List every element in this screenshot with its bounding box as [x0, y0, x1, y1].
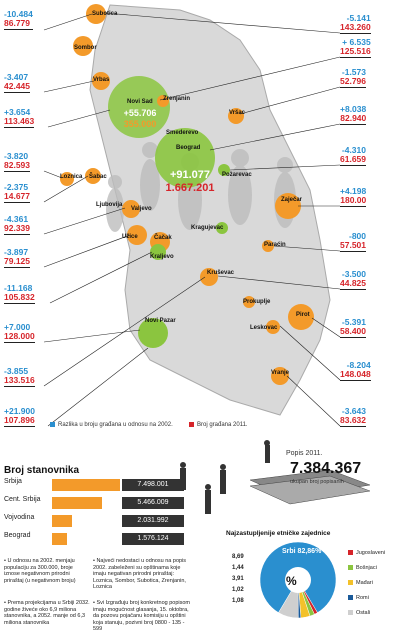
city-label: Čačak [154, 235, 172, 241]
note-4: • Svi Izgrađuju broj konkretnog popisom imaju mogućnost glasanja, 15. oktobra, da pozovu pojačanu komisiju u opštini koja stanuju, pozivni broj 0800 - 135 - 599 [93, 600, 191, 632]
diff-value: +21.900 [4, 406, 35, 416]
total-value: 57.501 [340, 240, 366, 250]
city-label: Prokuplje [243, 299, 271, 305]
city-label: Novi Sad [127, 99, 153, 105]
total-value: 61.659 [340, 154, 366, 164]
total-value: 82.940 [340, 113, 367, 123]
diff-value: -8.204 [346, 360, 371, 370]
pie-legend-item: Romi [348, 591, 385, 606]
diff-value: -5.141 [346, 13, 371, 23]
city-label: Zaječar [281, 197, 303, 203]
diff-value: -10.484 [4, 9, 33, 19]
census-sub: ukupan broj popisanih [290, 479, 344, 485]
pie-value: 8,69 [232, 554, 244, 560]
city-label: Valjevo [131, 206, 152, 212]
diff-value: -4.361 [4, 214, 29, 224]
city-label: Sombor [74, 45, 97, 51]
row-name: Beograd [4, 532, 31, 539]
pie-value: 1,08 [232, 598, 244, 604]
note-2: • Najveći nedostaci u odnosu na popis 2002. zabeleženi su opštinama koje imaju negativan prirodni priraštaj: Loznica, Sombor, Subotica, Zrenjanin, Loznica [93, 558, 187, 590]
city-label: Smederevo [166, 130, 199, 136]
diff-value: -2.375 [4, 182, 29, 192]
diff-value: +3.654 [4, 107, 31, 117]
total-value: 58.400 [340, 326, 366, 336]
city-label: Beograd [176, 145, 201, 151]
legend-count: Broj građana 2011. [189, 422, 248, 428]
pie-left-values [232, 552, 244, 607]
pie-value: 1,02 [232, 587, 244, 593]
city-label: Pirot [296, 312, 310, 318]
city-label: Požarevac [222, 172, 252, 178]
total-value: 107.896 [4, 415, 35, 425]
diff-value: -4.310 [341, 145, 366, 155]
total-value: 128.000 [4, 331, 35, 341]
row-bar [52, 497, 102, 509]
diff-value: +4.198 [340, 186, 367, 196]
row-name: Cent. Srbija [4, 496, 41, 503]
population-row [2, 514, 202, 528]
population-row [2, 532, 202, 546]
legend-diff: Razlika u broju građana u odnosu na 2002. [50, 422, 173, 428]
pie-value: 1,44 [232, 565, 244, 571]
total-value: 143.260 [340, 22, 371, 32]
pie-legend-item: Jugoslaveni [348, 546, 385, 561]
total-value: 82.593 [4, 160, 30, 170]
population-title: Broj stanovnika [4, 465, 80, 476]
row-value: 1.576.124 [122, 533, 184, 545]
city-label: Vrbas [93, 77, 110, 83]
total-value: 148.048 [340, 369, 371, 379]
row-bar [52, 515, 72, 527]
population-table [2, 478, 182, 550]
city-label: Subotica [92, 11, 118, 17]
total-value: 105.832 [4, 292, 35, 302]
census-value: 7.384.367 [290, 460, 362, 477]
total-value: 113.463 [4, 116, 35, 126]
row-value: 7.498.001 [122, 479, 184, 491]
pie-legend-item: Mađari [348, 576, 385, 591]
total-value: 125.516 [340, 46, 371, 56]
diff-value: +7.000 [4, 322, 31, 332]
row-name: Vojvodina [4, 514, 35, 521]
total-value: 79.125 [4, 256, 30, 266]
note-3: • Prema projekcijama u Srbiji 2032. godine živeće oko 6,9 miliona stanovnika, a 2052. manje od 6,3 miliona stanovnika [4, 600, 90, 626]
diff-value: -3.500 [341, 269, 366, 279]
city-label: Paraćin [264, 242, 286, 248]
row-value: 2.031.992 [122, 515, 184, 527]
population-row [2, 478, 202, 492]
city-label: Leskovac [250, 325, 278, 331]
city-label: Ljubovija [96, 202, 123, 208]
diff-value: -3.407 [4, 72, 29, 82]
diff-value: + 6.535 [342, 37, 371, 47]
pie-center-label: % [286, 574, 297, 588]
diff-value: -3.643 [341, 406, 366, 416]
city-label: Kraljevo [150, 254, 174, 260]
total-value: 52.796 [340, 76, 366, 86]
novi-sad-diff: +55.706 [123, 108, 157, 118]
diff-value: +8.038 [340, 104, 367, 114]
city-label: Zrenjanin [163, 96, 191, 102]
row-bar [52, 533, 67, 545]
pie-legend-item: Bošnjaci [348, 561, 385, 576]
diff-value: -5.391 [341, 317, 366, 327]
diff-value: -1.573 [341, 67, 366, 77]
city-label: Kruševac [207, 270, 235, 276]
row-bar [52, 479, 120, 491]
total-value: 44.825 [340, 278, 366, 288]
beograd-total: 1.667.201 [165, 182, 215, 194]
row-value: 5.466.009 [122, 497, 184, 509]
total-value: 133.516 [4, 375, 35, 385]
city-label: Vršac [229, 110, 246, 116]
diff-value: -3.855 [4, 366, 29, 376]
census-label: Popis 2011. [286, 450, 323, 457]
city-label: Užice [122, 234, 138, 240]
city-label: Loznica [60, 174, 83, 180]
city-label: Kragujevac [191, 225, 224, 231]
pie-big-label: Srbi 82,86% [282, 548, 322, 555]
total-value: 86.779 [4, 19, 33, 30]
note-1: • U odnosu na 2002. menjaju populaciju za 300.000, broje iznose negativnom prirodni priraštaj (u negativnom broju) [4, 558, 76, 584]
total-value: 92.339 [4, 223, 30, 233]
city-label: Šabac [89, 174, 107, 180]
pie-legend-item: Ostali [348, 606, 385, 621]
diff-value: -3.820 [4, 151, 29, 161]
total-value: 14.677 [4, 191, 30, 201]
ethnic-title: Najzastupljenije etničke zajednice [226, 530, 331, 537]
total-value: 83.632 [340, 415, 366, 425]
population-row [2, 496, 202, 510]
city-label: Novi Pazar [145, 318, 176, 324]
row-name: Srbija [4, 478, 22, 485]
pie-value: 3,91 [232, 576, 244, 582]
beograd-diff: +91.077 [169, 169, 211, 181]
total-value: 180.00 [340, 195, 367, 205]
city-label: Vranje [271, 370, 290, 376]
total-value: 42.445 [4, 81, 30, 91]
diff-value: -11.168 [4, 283, 33, 293]
pie-legend [348, 546, 385, 621]
diff-value: -800 [348, 231, 366, 241]
diff-value: -3.897 [4, 247, 29, 257]
novi-sad-total: 355.000 [123, 119, 157, 129]
